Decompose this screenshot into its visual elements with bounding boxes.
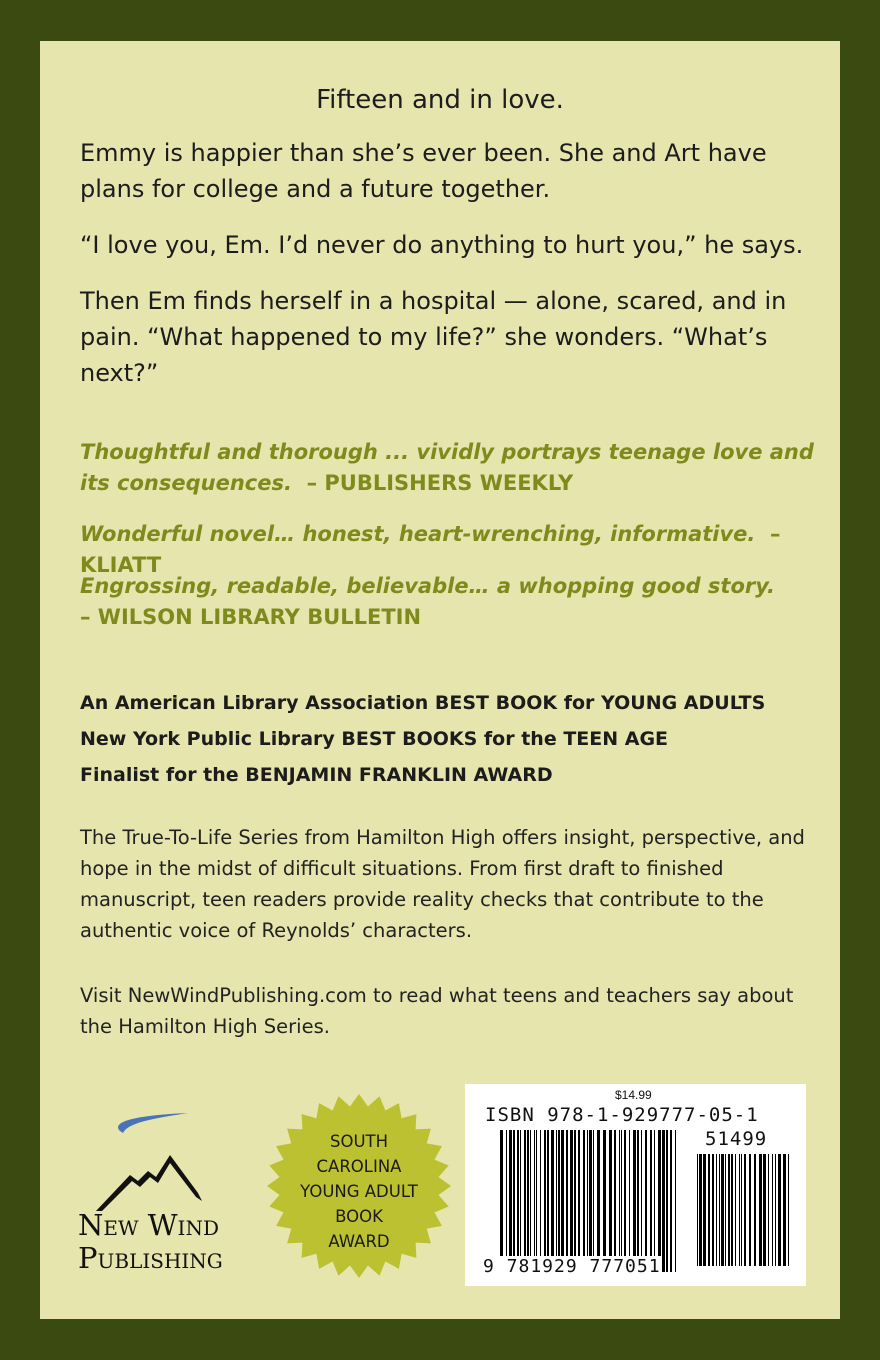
- isbn-number: ISBN 978-1-929777-05-1: [485, 1104, 759, 1126]
- publisher-name: [78, 1209, 238, 1275]
- seal-line: BOOK: [335, 1207, 383, 1226]
- seal-line: AWARD: [328, 1232, 390, 1251]
- addon-barcode-icon: [697, 1154, 789, 1266]
- award-seal-text: [280, 1129, 438, 1254]
- back-cover-panel: [40, 41, 840, 1319]
- new-wind-logo-icon: [90, 1105, 230, 1215]
- review-source: – PUBLISHERS WEEKLY: [306, 471, 574, 495]
- series-description: The True-To-Life Series from Hamilton High offers insight, perspective, and hope in the midst of difficult situations. From first draft to finished manuscript, teen readers provide reality checks that contribute to the authentic voice of Reynolds’ characters.: [80, 826, 805, 942]
- review-3: [80, 571, 820, 633]
- seal-line: YOUNG ADULT: [300, 1182, 418, 1201]
- award-line-1: An American Library Association BEST BOOK for YOUNG ADULTS: [80, 692, 766, 714]
- seal-line: SOUTH: [329, 1132, 389, 1151]
- review-1: [80, 437, 820, 499]
- review-quote: Thoughtful and thorough ... vividly portrays teenage love and its consequences.: [80, 440, 814, 495]
- blurb-paragraph-3: Then Em finds herself in a hospital — alone, scared, and in pain. “What happened to my life?” she wonders. “What’s next?”: [80, 287, 787, 387]
- seal-line: CAROLINA: [316, 1157, 402, 1176]
- visit-website-text: Visit NewWindPublishing.com to read what teens and teachers say about the Hamilton High Series.: [80, 984, 794, 1038]
- barcode-box: [465, 1084, 806, 1286]
- ean-number: 9 781929 777051: [483, 1256, 661, 1277]
- award-line-2: New York Public Library BEST BOOKS for the TEEN AGE: [80, 728, 669, 750]
- ean-barcode-icon: [500, 1130, 678, 1272]
- review-source: – WILSON LIBRARY BULLETIN: [80, 605, 422, 629]
- barcode-addon-number: 51499: [705, 1128, 768, 1150]
- price: $14.99: [615, 1088, 652, 1102]
- review-source: – KLIATT: [80, 522, 781, 577]
- publisher-name-line-1: New Wind: [78, 1208, 219, 1242]
- review-quote: Engrossing, readable, believable… a whopping good story.: [80, 574, 775, 598]
- blurb-paragraph-2: “I love you, Em. I’d never do anything to hurt you,” he says.: [80, 231, 804, 259]
- review-quote: Wonderful novel… honest, heart-wrenching, informative.: [80, 522, 756, 546]
- blurb-paragraph-1: Emmy is happier than she’s ever been. She and Art have plans for college and a future together.: [80, 139, 767, 203]
- publisher-name-line-2: Publishing: [78, 1241, 223, 1275]
- headline: Fifteen and in love.: [316, 85, 564, 115]
- award-line-3: Finalist for the BENJAMIN FRANKLIN AWARD: [80, 764, 553, 786]
